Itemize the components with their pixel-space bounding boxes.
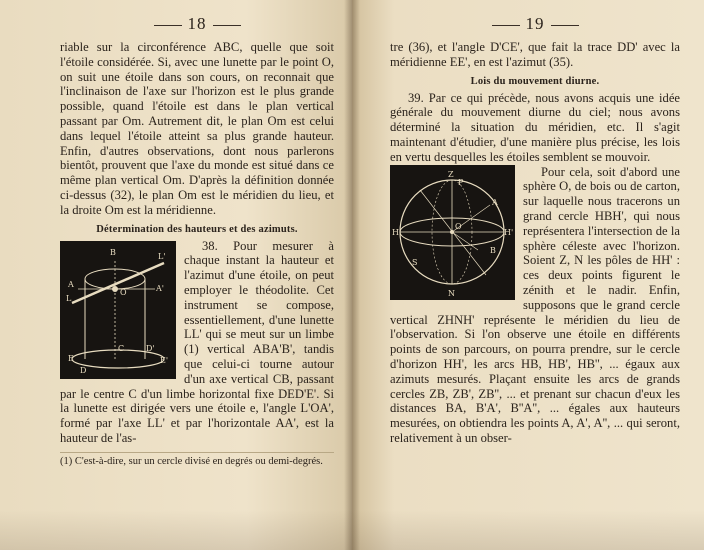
right-paragraph-39: 39. Par ce qui précède, nous avons acquis une idée générale du mouvement diurne du ciel; nous avons déterminé la situation du méridien, etc. Il s'agit maintenant d'étudier, d'une manière plus précise, les lois en vertu desquelles les étoiles semblent se mouvoir. <box>390 90 680 164</box>
right-page-number: 19 <box>525 14 545 33</box>
right-page <box>352 0 704 550</box>
svg-text:O: O <box>120 287 127 297</box>
book-gutter <box>344 0 360 550</box>
svg-text:A: A <box>68 279 74 289</box>
left-section-heading: Détermination des hauteurs et des azimuts. <box>96 223 298 235</box>
right-paragraph-sphere: Pour cela, soit d'abord une sphère O, de bois ou de carton, sur laquelle nous tracerons un grand cercle HBH', qui nous représentera l'intersection de la sphère céleste avec l'horizon. Soient Z, N les pôles de HH' : ces deux points figurent le zénith et le nadir. Enfin, supposons que le grand cercle vertical ZHNH' représente le méridien du lieu de l'observation. Si l'on observe une étoile en différents points de son parcours, on pourra prendre, sur le cercle d'horizon HH', les arcs HB, HB', HB'', ... égaux aux azimuts mesurés. Plaçant ensuite les arcs de grands cercles ZB, ZB', ZB'', ... et prenant sur chacun d'eux les distances BA, B'A', B''A'', ... égales aux hauteurs mesurées, on obtiendra les points A, A', A'', ... qui seront, relativement à un obser- <box>390 164 680 445</box>
left-page-number: 18 <box>187 14 207 33</box>
page-shadow <box>352 510 704 550</box>
page-shadow <box>0 510 352 550</box>
left-paragraph-continuation: riable sur la circonférence ABC, quelle que soit l'étoile considérée. Si, avec une lunette par le point O, on suit une étoile dans son cours, on reconnait que l'inclinaison de l'axe sur l'horizon est le plus grande possible, quand l'étoile est dans le plan vertical passant par Om. Autrement dit, le plan Om est celui dans lequel l'étoile atteint sa plus grande hauteur. Enfin, d'autres observations, dont nous parlerons bientôt, prouvent que l'axe du monde est situé dans ce même plan vertical Om. D'après la définition donnée ci-dessus (32), le plan Om est le méridien du lieu, et la droite Om est la méridienne. <box>60 40 334 217</box>
svg-text:S: S <box>412 257 418 267</box>
folio-rule <box>551 25 579 26</box>
svg-text:A: A <box>492 197 498 207</box>
folio-rule <box>154 25 182 26</box>
svg-text:Z: Z <box>448 169 454 179</box>
svg-text:H': H' <box>504 227 514 237</box>
svg-text:C: C <box>118 343 125 353</box>
right-section-heading: Lois du mouvement diurne. <box>470 75 600 87</box>
svg-text:O: O <box>455 221 462 231</box>
celestial-sphere-figure <box>390 165 515 300</box>
svg-text:N: N <box>448 288 455 298</box>
left-folio <box>60 14 334 34</box>
svg-text:L': L' <box>158 251 166 261</box>
svg-text:D': D' <box>146 343 155 353</box>
folio-rule <box>213 25 241 26</box>
left-footnote: (1) C'est-à-dire, sur un cercle divisé en degrés ou demi-degrés. <box>60 452 334 469</box>
svg-text:P: P <box>458 177 464 187</box>
svg-text:L: L <box>66 293 72 303</box>
svg-text:B: B <box>490 245 496 255</box>
right-folio <box>390 14 680 34</box>
svg-text:B: B <box>110 247 116 257</box>
svg-text:E': E' <box>160 355 169 365</box>
theodolite-figure <box>60 241 176 379</box>
svg-text:H: H <box>392 227 399 237</box>
left-paragraph-38: 38. Pour mesurer à chaque instant la hauteur et l'azimut d'une étoile, on peut employer le théodolite. Cet instrument se compose, essentiellement, d'une lunette LL' qui se meut sur un limbe (1) vertical ABA'B', tandis que celui-ci tourne autour d'un axe vertical CB, passant par le centre C d'un limbe horizontal fixe DED'E'. Si la lunette est dirigée vers une étoile e, l'angle L'OA', formé par l'axe LL' et par l'horizontale AA', est la hauteur de l'as- <box>60 238 334 445</box>
svg-text:E: E <box>68 353 74 363</box>
svg-text:A': A' <box>156 283 164 293</box>
svg-text:D: D <box>80 365 87 375</box>
right-paragraph-continuation: tre (36), et l'angle D'CE', que fait la trace DD' avec la méridienne EE', en est l'azimut (35). <box>390 40 680 69</box>
folio-rule <box>492 25 520 26</box>
